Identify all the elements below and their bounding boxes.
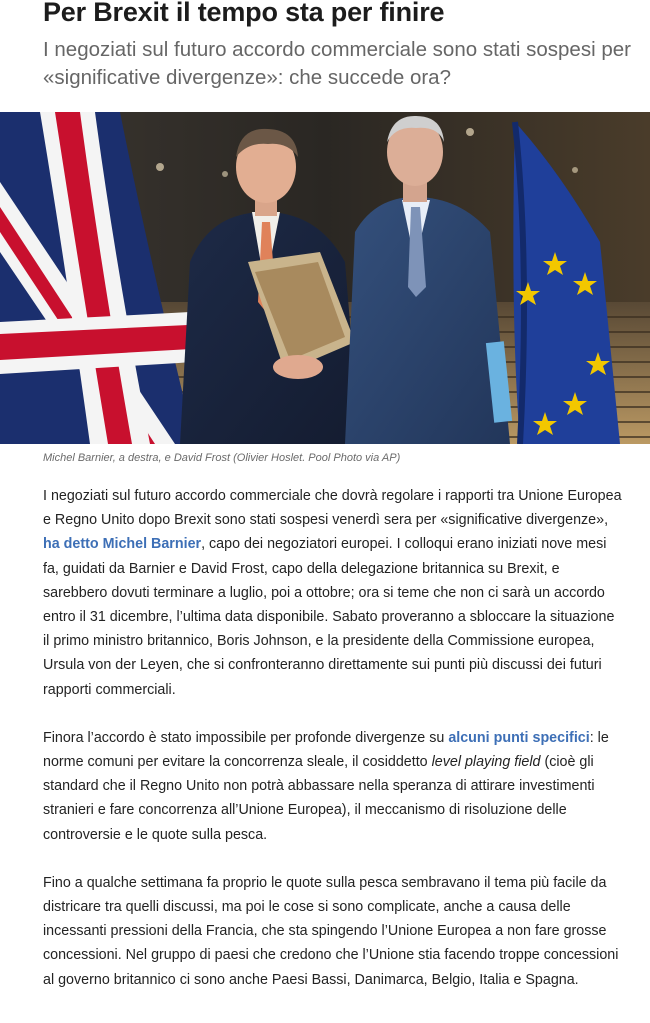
article-photo <box>0 112 650 444</box>
article-paragraph <box>43 871 623 992</box>
link-michel-barnier[interactable]: ha detto Michel Barnier <box>43 536 202 553</box>
paragraph-text: I negoziati sul futuro accordo commerciale che dovrà regolare i rapporti tra Unione Europea e Regno Unito dopo Brexit sono stati sospesi venerdì sera per «significative divergenze», <box>43 488 622 529</box>
article-paragraph <box>43 484 623 702</box>
paragraph-text: (cioè gli standard che il Regno Unito non potrà abbassare nella speranza di attirare investimenti stranieri e fare concorrenza all’Unione Europea), il meccanismo di risoluzione delle controversie e le quote sulla pesca. <box>43 754 595 843</box>
negotiators-photo <box>0 112 650 444</box>
paragraph-text: : le norme comuni per evitare la concorrenza sleale, il cosiddetto <box>43 729 609 771</box>
paragraph-text: Finora l’accordo è stato impossibile per profonde divergenze su <box>43 729 449 746</box>
link-alcuni-punti-specifici[interactable]: alcuni punti specifici <box>448 729 590 746</box>
photo-caption: Michel Barnier, a destra, e David Frost (Olivier Hoslet. Pool Photo via AP) <box>43 452 401 464</box>
emphasis-level-playing-field: level playing field <box>431 754 541 771</box>
article-body <box>43 484 623 1016</box>
article-paragraph <box>43 726 623 847</box>
article-subtitle: I negoziati sul futuro accordo commerciale sono stati sospesi per «significative divergenze»: che succede ora? <box>43 38 631 89</box>
paragraph-text: , capo dei negoziatori europei. I colloqui erano iniziati nove mesi fa, guidati da Barnier e David Frost, capo della delegazione britannica su Brexit, e sarebbero dovuti terminare a luglio, poi a ottobre; ora si teme che non ci sarà un accordo entro il 31 dicembre, l’ultima data disponibile. Sabato proveranno a sbloccare la situazione il primo ministro britannico, Boris Johnson, e la presidente della Commissione europea, Ursula von der Leyen, che si confronteranno direttamente sui punti più discussi dei futuri rapporti commerciali. <box>43 536 615 698</box>
article-title: Per Brexit il tempo sta per finire <box>43 0 445 27</box>
paragraph-text: Fino a qualche settimana fa proprio le quote sulla pesca sembravano il tema più facile da districare tra quelli discussi, ma poi le cose si sono complicate, anche a causa delle incessanti pressioni della Francia, che sta spingendo l’Unione Europea a non fare grosse concessioni. Nel gruppo di paesi che credono che l’Unione stia facendo troppe concessioni al governo britannico ci sono anche Paesi Bassi, Danimarca, Belgio, Italia e Spagna. <box>43 874 619 988</box>
